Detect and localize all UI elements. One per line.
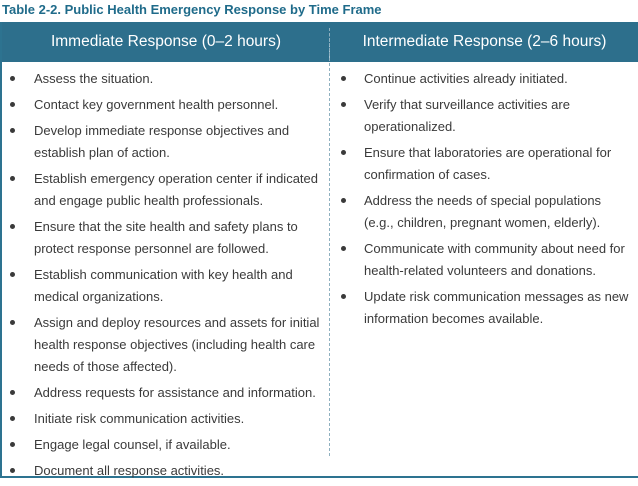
bullet-icon xyxy=(341,150,346,155)
list-item xyxy=(332,238,638,282)
intermediate-response-list xyxy=(332,68,638,334)
list-item xyxy=(2,216,324,260)
bullet-icon xyxy=(10,468,15,473)
response-table xyxy=(0,22,638,478)
list-item-text: Update risk communication messages as new information becomes available. xyxy=(364,289,629,326)
list-item-text: Ensure that the site health and safety plans to protect response personnel are followed. xyxy=(34,219,298,256)
list-item-text: Document all response activities. xyxy=(34,463,225,478)
immediate-response-list xyxy=(2,68,324,486)
bullet-icon xyxy=(10,76,15,81)
bullet-icon xyxy=(10,176,15,181)
list-item xyxy=(2,168,324,212)
list-item xyxy=(332,190,638,234)
bullet-icon xyxy=(10,128,15,133)
list-item xyxy=(2,94,324,116)
column-header-immediate: Immediate Response (0–2 hours) xyxy=(50,33,282,50)
list-item-text: Communicate with community about need for health-related volunteers and donations. xyxy=(364,241,625,278)
list-item xyxy=(2,312,324,378)
list-item xyxy=(2,68,324,90)
bullet-icon xyxy=(10,442,15,447)
list-item xyxy=(2,460,324,482)
bullet-icon xyxy=(10,320,15,325)
list-item-text: Assess the situation. xyxy=(34,71,154,86)
list-item-text: Engage legal counsel, if available. xyxy=(34,437,231,452)
bullet-icon xyxy=(10,272,15,277)
bullet-icon xyxy=(341,294,346,299)
list-item-text: Initiate risk communication activities. xyxy=(34,411,245,426)
list-item-text: Develop immediate response objectives and establish plan of action. xyxy=(34,123,290,160)
list-item xyxy=(2,408,324,430)
list-item xyxy=(332,68,638,90)
list-item-text: Contact key government health personnel. xyxy=(34,97,279,112)
list-item xyxy=(2,382,324,404)
bullet-icon xyxy=(341,102,346,107)
list-item xyxy=(2,434,324,456)
bullet-icon xyxy=(341,246,346,251)
list-item-text: Verify that surveillance activities are operationalized. xyxy=(364,97,570,134)
list-item-text: Ensure that laboratories are operational for confirmation of cases. xyxy=(364,145,612,182)
list-item-text: Establish emergency operation center if indicated and engage public health professionals. xyxy=(34,171,318,208)
list-item-text: Continue activities already initiated. xyxy=(364,71,568,86)
list-item-text: Establish communication with key health and medical organizations. xyxy=(34,267,293,304)
table-caption: Table 2-2. Public Health Emergency Response by Time Frame xyxy=(2,2,382,17)
bullet-icon xyxy=(341,76,346,81)
column-header-intermediate: Intermediate Response (2–6 hours) xyxy=(362,33,607,50)
list-item-text: Assign and deploy resources and assets for initial health response objectives (including health care needs of those affected). xyxy=(34,315,320,374)
list-item xyxy=(332,94,638,138)
list-item-text: Address requests for assistance and information. xyxy=(34,385,316,400)
list-item-text: Address the needs of special populations (e.g., children, pregnant women, elderly). xyxy=(364,193,602,230)
column-divider xyxy=(329,28,330,456)
bullet-icon xyxy=(341,198,346,203)
bullet-icon xyxy=(10,390,15,395)
bullet-icon xyxy=(10,416,15,421)
bullet-icon xyxy=(10,102,15,107)
bullet-icon xyxy=(10,224,15,229)
list-item xyxy=(2,264,324,308)
list-item xyxy=(332,142,638,186)
table-header-row xyxy=(2,22,638,62)
list-item xyxy=(2,120,324,164)
list-item xyxy=(332,286,638,330)
